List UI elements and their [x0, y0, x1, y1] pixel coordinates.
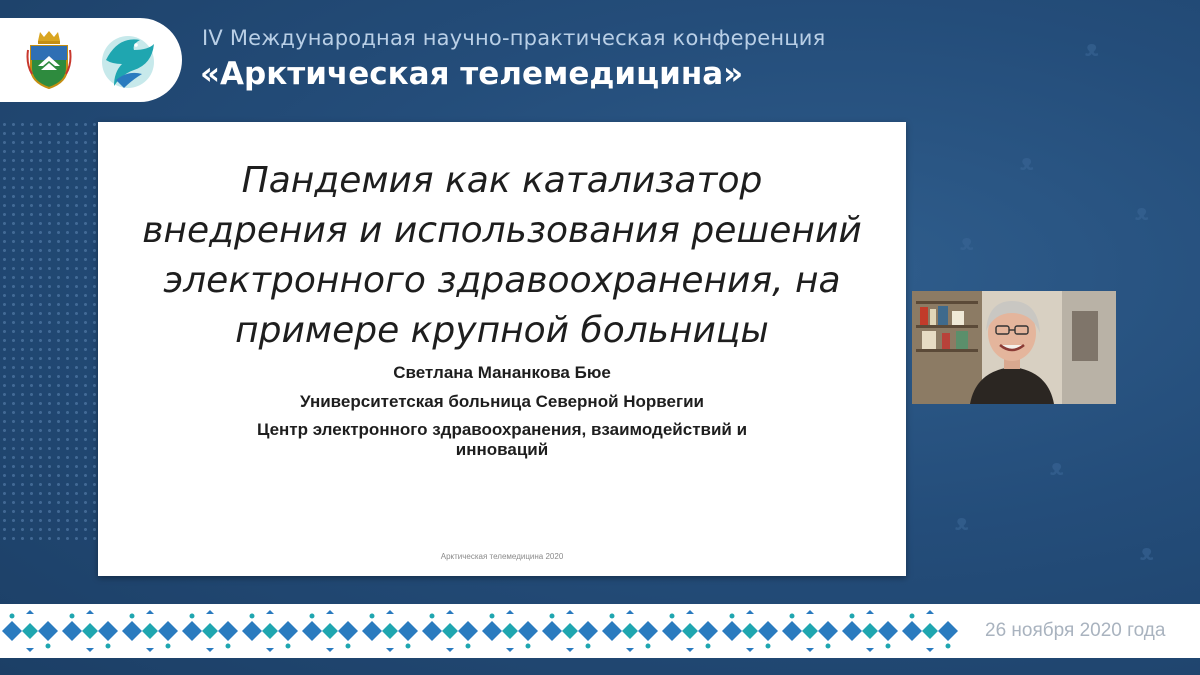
dove-logo-icon: [98, 30, 160, 90]
slide-title-line: примере крупной больницы: [235, 310, 769, 351]
background-ornament-mark: ᴥ: [955, 511, 969, 536]
slide-title-line: Пандемия как катализатор: [241, 160, 763, 201]
slide-footer: Арктическая телемедицина 2020: [440, 552, 564, 561]
background-ornament-mark: ᴥ: [1135, 201, 1149, 226]
slide-organization: Университетская больница Северной Норвегии: [300, 392, 704, 411]
slide-department: [98, 420, 906, 460]
background-ornament-mark: ᴥ: [1085, 37, 1099, 62]
background-dot-pattern: [0, 120, 110, 540]
slide-title-line: внедрения и использования решений: [142, 210, 862, 251]
background-ornament-mark: ᴥ: [1050, 456, 1064, 481]
slide-author: Светлана Мананкова Бюе: [393, 363, 611, 382]
presentation-slide: [98, 122, 906, 576]
background-ornament-mark: ᴥ: [1020, 151, 1034, 176]
slide-department-line: инноваций: [455, 440, 549, 459]
slide-department-line: Центр электронного здравоохранения, взаимодействий и: [256, 420, 748, 439]
speaker-webcam-video: [912, 291, 1116, 404]
conference-subtitle: IV Международная научно-практическая конференция: [202, 26, 826, 50]
ornament-pattern: [0, 608, 960, 654]
conference-title: «Арктическая телемедицина»: [200, 56, 744, 92]
slide-title-line: электронного здравоохранения, на: [163, 260, 841, 301]
coat-of-arms-icon: [26, 30, 72, 90]
event-date: 26 ноября 2020 года: [985, 620, 1166, 641]
background-ornament-mark: ᴥ: [960, 231, 974, 256]
background-ornament-mark: ᴥ: [1140, 541, 1154, 566]
slide-title: [98, 156, 906, 356]
